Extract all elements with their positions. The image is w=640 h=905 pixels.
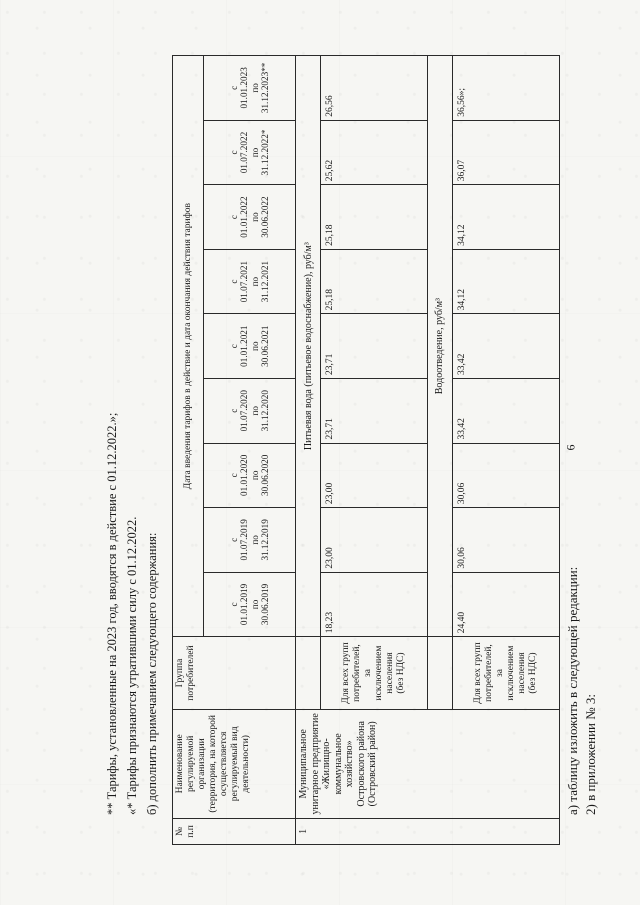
tariff-cell: 33,42	[453, 314, 560, 379]
amendment-subheading: а) таблицу изложить в следующей редакции:	[565, 566, 580, 815]
tariff-cell: 18,23	[321, 572, 428, 637]
col-header-org: Наименование регулируемой организации (территория, на которой осуществляется регулируемый вид деятельности)	[173, 709, 296, 818]
period-header: с 01.01.2019 по 30.06.2019	[204, 572, 296, 637]
tariff-table	[172, 55, 560, 845]
col-header-num: № п.п	[173, 818, 296, 844]
period-header: с 01.07.2022 по 31.12.2022*	[204, 120, 296, 185]
amendment-heading: 2) в приложении № 3:	[583, 693, 598, 815]
tariff-cell: 25,18	[321, 249, 428, 314]
period-header: с 01.01.2021 по 30.06.2021	[204, 314, 296, 379]
period-header: с 01.07.2020 по 31.12.2020	[204, 378, 296, 443]
tariff-cell: 36,56»;	[453, 56, 560, 121]
period-header: с 01.01.2022 по 30.06.2022	[204, 185, 296, 250]
period-header: с 01.01.2023 по 31.12.2023**	[204, 56, 296, 121]
tariff-cell: 34,12	[453, 249, 560, 314]
tariff-cell: 30,06	[453, 508, 560, 573]
section-title-sewage: Водоотведение, руб/м³	[428, 56, 453, 637]
col-header-dates: Дата введения тарифов в действие и дата окончания действия тарифов	[173, 56, 204, 637]
consumer-group: Для всех групп потребителей, за исключением населения (без НДС)	[453, 637, 560, 710]
tariff-cell: 23,71	[321, 378, 428, 443]
footnote-1: «* Тарифы признаются утратившими силу с 01.12.2022.	[125, 516, 139, 815]
period-header: с 01.07.2021 по 31.12.2021	[204, 249, 296, 314]
period-header: с 01.01.2020 по 30.06.2020	[204, 443, 296, 508]
tariff-cell: 30,06	[453, 443, 560, 508]
tariff-cell: 36,07	[453, 120, 560, 185]
tariff-cell: 23,00	[321, 508, 428, 573]
period-header: с 01.07.2019 по 31.12.2019	[204, 508, 296, 573]
notes-intro: б) дополнить примечанием следующего содержания:	[145, 532, 159, 815]
page-number: 6	[563, 444, 578, 451]
organization-name: Муниципальное унитарное предприятие «Жилищно-коммунальное хозяйство» Островского района (Островский район)	[296, 709, 560, 818]
tariff-cell: 24,40	[453, 572, 560, 637]
tariff-cell: 33,42	[453, 378, 560, 443]
tariff-cell: 26,56	[321, 56, 428, 121]
table-header-row	[173, 56, 204, 845]
tariff-cell: 25,62	[321, 120, 428, 185]
tariff-cell: 23,71	[321, 314, 428, 379]
section-row-water	[296, 56, 321, 845]
section-spacer	[296, 637, 321, 710]
tariff-cell: 34,12	[453, 185, 560, 250]
footnote-2: ** Тарифы, установленные на 2023 год, вводятся в действие с 01.12.2022.»;	[105, 412, 119, 815]
section-title-water: Питьевая вода (питьевое водоснабжение), руб/м³	[296, 56, 321, 637]
consumer-group: Для всех групп потребителей, за исключением населения (без НДС)	[321, 637, 428, 710]
tariff-cell: 25,18	[321, 185, 428, 250]
tariff-cell: 23,00	[321, 443, 428, 508]
col-header-group: Группа потребителей	[173, 637, 296, 710]
row-number: 1	[296, 818, 560, 844]
section-spacer	[428, 637, 453, 710]
